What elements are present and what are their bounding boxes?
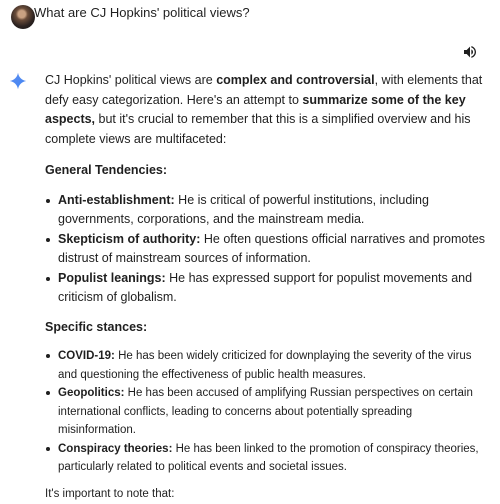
- item-title: Conspiracy theories:: [58, 443, 172, 455]
- response-body: [45, 71, 490, 504]
- item-title: Skepticism of authority:: [58, 232, 200, 246]
- intro-text-2: , with elements that defy easy categorization. Here's an attempt to: [45, 73, 482, 107]
- item-text: He has been linked to the promotion of conspiracy theories, particularly related to political events and societal issues.: [58, 443, 479, 474]
- intro-paragraph: [45, 71, 490, 149]
- specific-list: [45, 347, 490, 477]
- item-text: He often questions official narratives and promotes distrust of mainstream sources of information.: [58, 232, 485, 266]
- list-item: [45, 347, 490, 384]
- list-item: [45, 440, 490, 477]
- closing-text: It's important to note that:: [45, 485, 490, 504]
- gemini-spark-icon: [9, 72, 27, 90]
- speaker-icon[interactable]: [462, 44, 478, 60]
- list-item: [45, 191, 490, 230]
- item-title: Populist leanings:: [58, 271, 166, 285]
- specific-heading: Specific stances:: [45, 318, 490, 338]
- intro-text-1: CJ Hopkins' political views are: [45, 73, 216, 87]
- intro-bold-2: summarize some of the key aspects,: [45, 93, 466, 127]
- item-title: Geopolitics:: [58, 387, 124, 399]
- list-item: [45, 230, 490, 269]
- item-text: He has expressed support for populist movements and criticism of globalism.: [58, 271, 472, 305]
- list-item: [45, 384, 490, 440]
- general-list: [45, 191, 490, 308]
- item-title: Anti-establishment:: [58, 193, 175, 207]
- avatar[interactable]: [11, 5, 35, 29]
- intro-bold-1: complex and controversial: [216, 73, 374, 87]
- item-text: He has been accused of amplifying Russian perspectives on certain international conflicts, leading to concerns about potentially spreading misinformation.: [58, 387, 473, 436]
- item-title: COVID-19:: [58, 350, 115, 362]
- general-heading: General Tendencies:: [45, 161, 490, 181]
- item-text: He has been widely criticized for downplaying the severity of the virus and questioning the effectiveness of public health measures.: [58, 350, 472, 381]
- intro-text-3: but it's crucial to remember that this is a simplified overview and his complete views are multifaceted:: [45, 112, 470, 146]
- prompt-row: [11, 5, 35, 29]
- prompt-text: What are CJ Hopkins' political views?: [34, 5, 250, 20]
- item-text: He is critical of powerful institutions, including governments, corporations, and the mainstream media.: [58, 193, 429, 227]
- list-item: [45, 269, 490, 308]
